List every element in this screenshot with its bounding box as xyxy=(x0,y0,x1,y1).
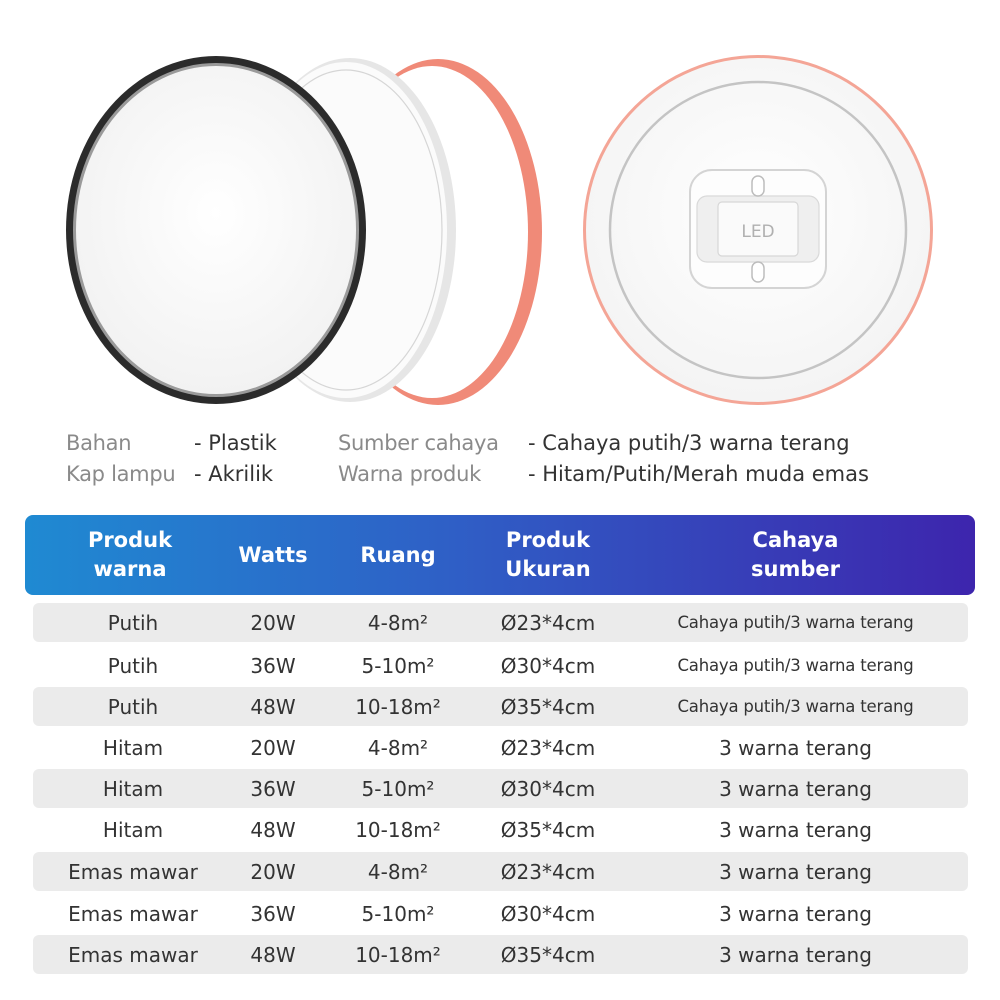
table-row xyxy=(33,852,968,891)
header-line: warna xyxy=(93,557,167,581)
spec-lampshade xyxy=(66,459,277,490)
spec-value: - Plastik xyxy=(194,431,277,455)
cell-room: 10-18m² xyxy=(355,817,441,842)
table-row xyxy=(33,894,968,933)
spec-product-color xyxy=(338,459,869,490)
spec-value: - Akrilik xyxy=(194,462,274,486)
cell-color: Emas mawar xyxy=(68,901,198,926)
cell-light-source: Cahaya putih/3 warna terang xyxy=(677,697,914,716)
cell-size: Ø30*4cm xyxy=(500,776,596,801)
cell-color: Emas mawar xyxy=(68,859,198,884)
cell-size: Ø30*4cm xyxy=(500,653,596,678)
header-line: sumber xyxy=(751,557,840,581)
cell-watts: 20W xyxy=(250,859,296,884)
cell-watts: 36W xyxy=(250,776,296,801)
cell-color: Hitam xyxy=(102,817,164,842)
product-illustration xyxy=(0,0,1000,420)
cell-room: 5-10m² xyxy=(361,776,435,801)
table-row xyxy=(33,810,968,849)
header-line: Produk xyxy=(505,528,591,552)
cell-size: Ø30*4cm xyxy=(500,901,596,926)
cell-light-source: 3 warna terang xyxy=(719,942,872,967)
header-line: Ukuran xyxy=(505,557,591,581)
cell-color: Putih xyxy=(107,653,159,678)
spec-material xyxy=(66,428,277,459)
cell-size: Ø23*4cm xyxy=(500,735,596,760)
header-line: Watts xyxy=(238,542,308,567)
cell-watts: 20W xyxy=(250,610,296,635)
cell-color: Putih xyxy=(107,610,159,635)
cell-room: 5-10m² xyxy=(361,901,435,926)
cell-color: Emas mawar xyxy=(68,942,198,967)
cell-size: Ø35*4cm xyxy=(500,942,596,967)
cell-light-source: 3 warna terang xyxy=(719,859,872,884)
cell-watts: 36W xyxy=(250,653,296,678)
header-line: Ruang xyxy=(360,542,436,567)
cell-watts: 48W xyxy=(250,942,296,967)
cell-color: Hitam xyxy=(102,735,164,760)
spec-label: Bahan xyxy=(66,431,132,455)
cell-light-source: 3 warna terang xyxy=(719,735,872,760)
header-room xyxy=(333,515,463,595)
table-row xyxy=(33,935,968,974)
header-light-source xyxy=(643,515,948,595)
specs-left xyxy=(66,428,277,490)
cell-watts: 48W xyxy=(250,817,296,842)
led-label: LED xyxy=(741,222,775,242)
specs-right xyxy=(338,428,869,490)
cell-room: 10-18m² xyxy=(355,694,441,719)
table-header xyxy=(25,515,975,595)
spec-value: - Hitam/Putih/Merah muda emas xyxy=(528,462,869,486)
cell-room: 4-8m² xyxy=(367,859,429,884)
table-row xyxy=(33,728,968,767)
cell-room: 4-8m² xyxy=(367,735,429,760)
cell-size: Ø35*4cm xyxy=(500,817,596,842)
cell-light-source: Cahaya putih/3 warna terang xyxy=(677,656,914,675)
header-product-color xyxy=(30,515,230,595)
cell-size: Ø23*4cm xyxy=(500,610,596,635)
spec-label: Kap lampu xyxy=(66,462,176,486)
cell-room: 4-8m² xyxy=(367,610,429,635)
spec-light-source xyxy=(338,428,869,459)
header-watts xyxy=(233,515,313,595)
cell-light-source: Cahaya putih/3 warna terang xyxy=(677,613,914,632)
cell-room: 5-10m² xyxy=(361,653,435,678)
table-row xyxy=(33,769,968,808)
table-row xyxy=(33,646,968,685)
cell-color: Putih xyxy=(107,694,159,719)
cell-color: Hitam xyxy=(102,776,164,801)
header-product-size xyxy=(473,515,623,595)
lamp-back-view xyxy=(583,55,933,405)
black-lamp-panel xyxy=(66,56,366,404)
table-row xyxy=(33,603,968,642)
spec-value: - Cahaya putih/3 warna terang xyxy=(528,431,850,455)
cell-light-source: 3 warna terang xyxy=(719,776,872,801)
cell-watts: 20W xyxy=(250,735,296,760)
cell-size: Ø35*4cm xyxy=(500,694,596,719)
spec-label: Warna produk xyxy=(338,462,481,486)
cell-size: Ø23*4cm xyxy=(500,859,596,884)
spec-label: Sumber cahaya xyxy=(338,431,499,455)
header-line: Produk xyxy=(87,528,173,552)
cell-watts: 48W xyxy=(250,694,296,719)
cell-watts: 36W xyxy=(250,901,296,926)
cell-room: 10-18m² xyxy=(355,942,441,967)
cell-light-source: 3 warna terang xyxy=(719,901,872,926)
table-row xyxy=(33,687,968,726)
cell-light-source: 3 warna terang xyxy=(719,817,872,842)
header-line: Cahaya xyxy=(752,528,839,552)
